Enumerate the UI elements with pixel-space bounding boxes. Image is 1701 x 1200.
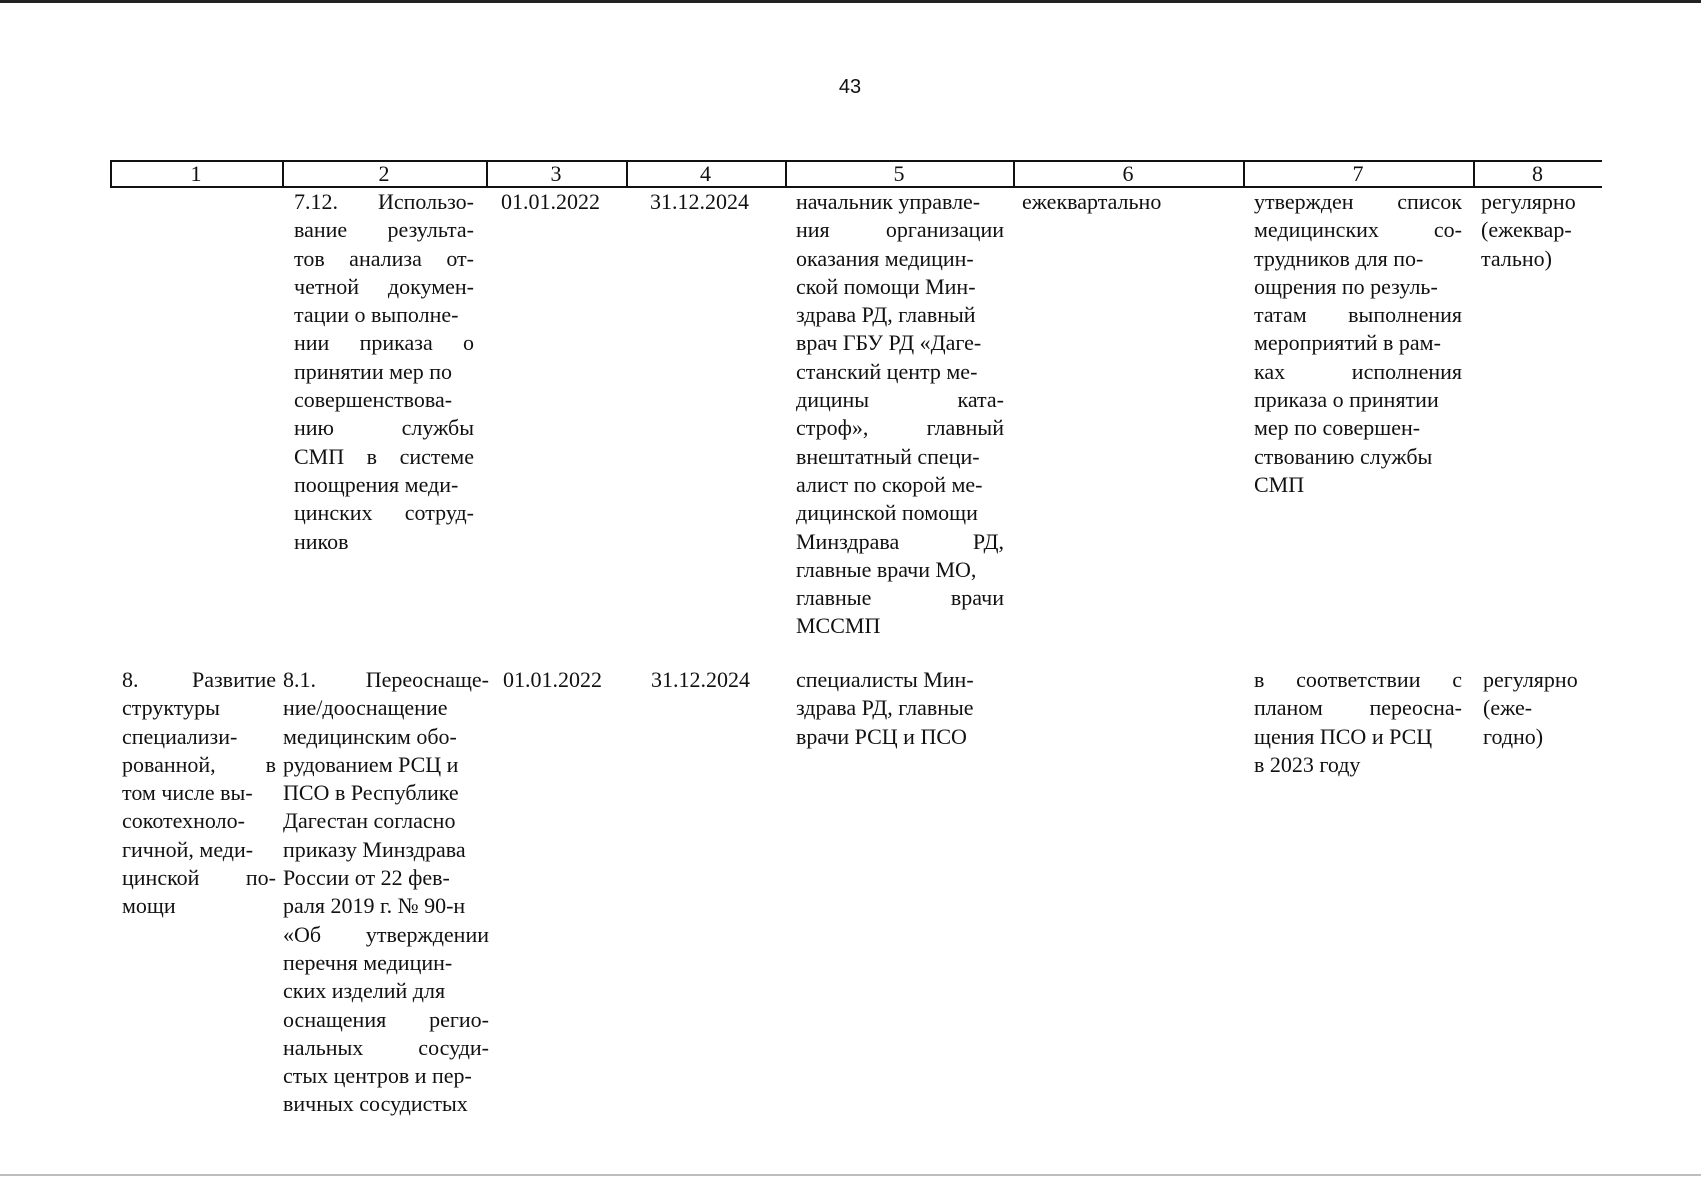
cell-line: вание результа- (294, 217, 474, 243)
cell-line: рованной, в (122, 751, 276, 777)
cell-line: врач ГБУ РД «Даге- (796, 330, 982, 356)
row2-direction-cell (122, 666, 276, 921)
row1-start-date: 01.01.2022 (501, 189, 600, 214)
cell-line: цинских сотруд- (294, 500, 474, 526)
cell-line: четной докумен- (294, 273, 474, 299)
table-header-cell: 6 (1122, 161, 1134, 186)
cell-line: здрава РД, главный (796, 302, 976, 328)
cell-line: начальник управле- (796, 189, 981, 214)
cell-line: СМП (1254, 471, 1305, 497)
row2-reporting-cell (1483, 666, 1597, 751)
cell-line: ощрения по резуль- (1254, 273, 1438, 299)
cell-line: тально) (1481, 245, 1552, 271)
cell-line: стых центров и пер- (283, 1063, 472, 1089)
cell-line: мер по совершен- (1254, 415, 1421, 441)
cell-line: ПСО в Республике (283, 780, 459, 806)
cell-line: тации о выполне- (294, 302, 459, 328)
cell-line: медицинских со- (1254, 217, 1462, 243)
row1-reporting-cell (1481, 188, 1597, 273)
cell-line: нии приказа о (294, 330, 474, 356)
row2-start-date: 01.01.2022 (503, 667, 602, 692)
cell-line: ников (294, 528, 349, 554)
cell-line: специализи- (122, 723, 238, 749)
cell-line: совершенствова- (294, 387, 453, 413)
cell-line: принятии мер по (294, 358, 453, 384)
cell-line: «Об утверждении (283, 921, 489, 947)
row2-task-cell (283, 666, 489, 1119)
cell-line: ках исполнения (1254, 358, 1462, 384)
cell-line: медицинским обо- (283, 723, 457, 749)
cell-line: алист по скорой ме- (796, 471, 983, 497)
cell-line: ствованию службы (1254, 443, 1433, 469)
row1-period-cell (1022, 188, 1232, 216)
table-header-cell: 1 (190, 161, 202, 186)
table-header-cell: 4 (700, 161, 711, 186)
cell-line: щения ПСО и РСЦ (1254, 723, 1433, 749)
cell-line: тов анализа от- (294, 245, 474, 271)
cell-line: внештатный специ- (796, 443, 980, 469)
row1-end-date: 31.12.2024 (650, 189, 749, 214)
cell-line: в соответствии с (1254, 667, 1462, 692)
cell-line: оказания медицин- (796, 245, 974, 271)
cell-line: вичных сосудистых (283, 1091, 468, 1117)
cell-line: Дагестан согласно (283, 808, 456, 834)
row2-end-date: 31.12.2024 (651, 667, 750, 692)
table-header-cell: 7 (1352, 161, 1364, 186)
cell-line: утвержден список (1254, 189, 1462, 214)
cell-line: мощи (122, 893, 176, 919)
cell-line: мероприятий в рам- (1254, 330, 1441, 356)
cell-line: СМП в системе (294, 443, 474, 469)
cell-line: нию службы (294, 415, 474, 441)
cell-line: регулярно (1483, 667, 1578, 692)
cell-line: дицинской помощи (796, 500, 978, 526)
cell-line: дицины ката- (796, 387, 1004, 413)
cell-line: главные врачи (796, 585, 1004, 611)
cell-line: врачи РСЦ и ПСО (796, 723, 967, 749)
cell-line: приказу Минздрава (283, 836, 466, 862)
cell-line: Минздрава РД, (796, 528, 1004, 554)
cell-line: главные врачи МО, (796, 556, 977, 582)
cell-line: трудников для по- (1254, 245, 1424, 271)
row1-task-cell (294, 188, 474, 556)
cell-line: нальных сосуди- (283, 1034, 489, 1060)
cell-line: ской помощи Мин- (796, 273, 976, 299)
cell-line: оснащения регио- (283, 1006, 489, 1032)
cell-line: 7.12. Использо- (294, 189, 474, 214)
page-number: 43 (838, 76, 862, 98)
table-header-cell: 5 (893, 161, 905, 186)
cell-line: поощрения меди- (294, 471, 459, 497)
table-header-cell: 8 (1532, 161, 1543, 186)
cell-line: приказа о принятии (1254, 387, 1439, 413)
cell-line: перечня медицин- (283, 949, 453, 975)
cell-line: здрава РД, главные (796, 695, 974, 721)
table-header-cell: 2 (378, 161, 390, 186)
cell-line: цинской по- (122, 865, 276, 891)
cell-line: 8. Развитие (122, 667, 276, 692)
cell-line: строф», главный (796, 415, 1004, 441)
scan-edge-bottom (0, 1174, 1701, 1176)
row1-responsible-cell (796, 188, 1004, 641)
cell-line: МССМП (796, 613, 881, 639)
cell-line: 8.1. Переоснаще- (283, 667, 489, 692)
table-header-cell: 3 (550, 161, 562, 186)
cell-line: станский центр ме- (796, 358, 978, 384)
cell-line: ских изделий для (283, 978, 446, 1004)
scan-edge-top (0, 0, 1701, 3)
cell-line: специалисты Мин- (796, 667, 974, 692)
cell-line: планом переосна- (1254, 695, 1462, 721)
cell-line: рудованием РСЦ и (283, 751, 459, 777)
row2-responsible-cell (796, 666, 1004, 751)
cell-line: ния организации (796, 217, 1004, 243)
cell-line: том числе вы- (122, 780, 253, 806)
cell-line: раля 2019 г. № 90-н (283, 893, 466, 919)
cell-line: (ежеквар- (1481, 217, 1572, 243)
cell-line: сокотехноло- (122, 808, 245, 834)
cell-line: регулярно (1481, 189, 1576, 214)
row1-result-cell (1254, 188, 1462, 499)
row2-result-cell (1254, 666, 1462, 779)
cell-line: (еже- (1483, 695, 1533, 721)
cell-line: структуры (122, 695, 220, 721)
cell-line: России от 22 фев- (283, 865, 450, 891)
cell-line: ежеквартально (1022, 189, 1162, 214)
cell-line: ние/дооснащение (283, 695, 448, 721)
cell-line: гичной, меди- (122, 836, 254, 862)
cell-line: татам выполнения (1254, 302, 1462, 328)
cell-line: в 2023 году (1254, 751, 1361, 777)
cell-line: годно) (1483, 723, 1544, 749)
